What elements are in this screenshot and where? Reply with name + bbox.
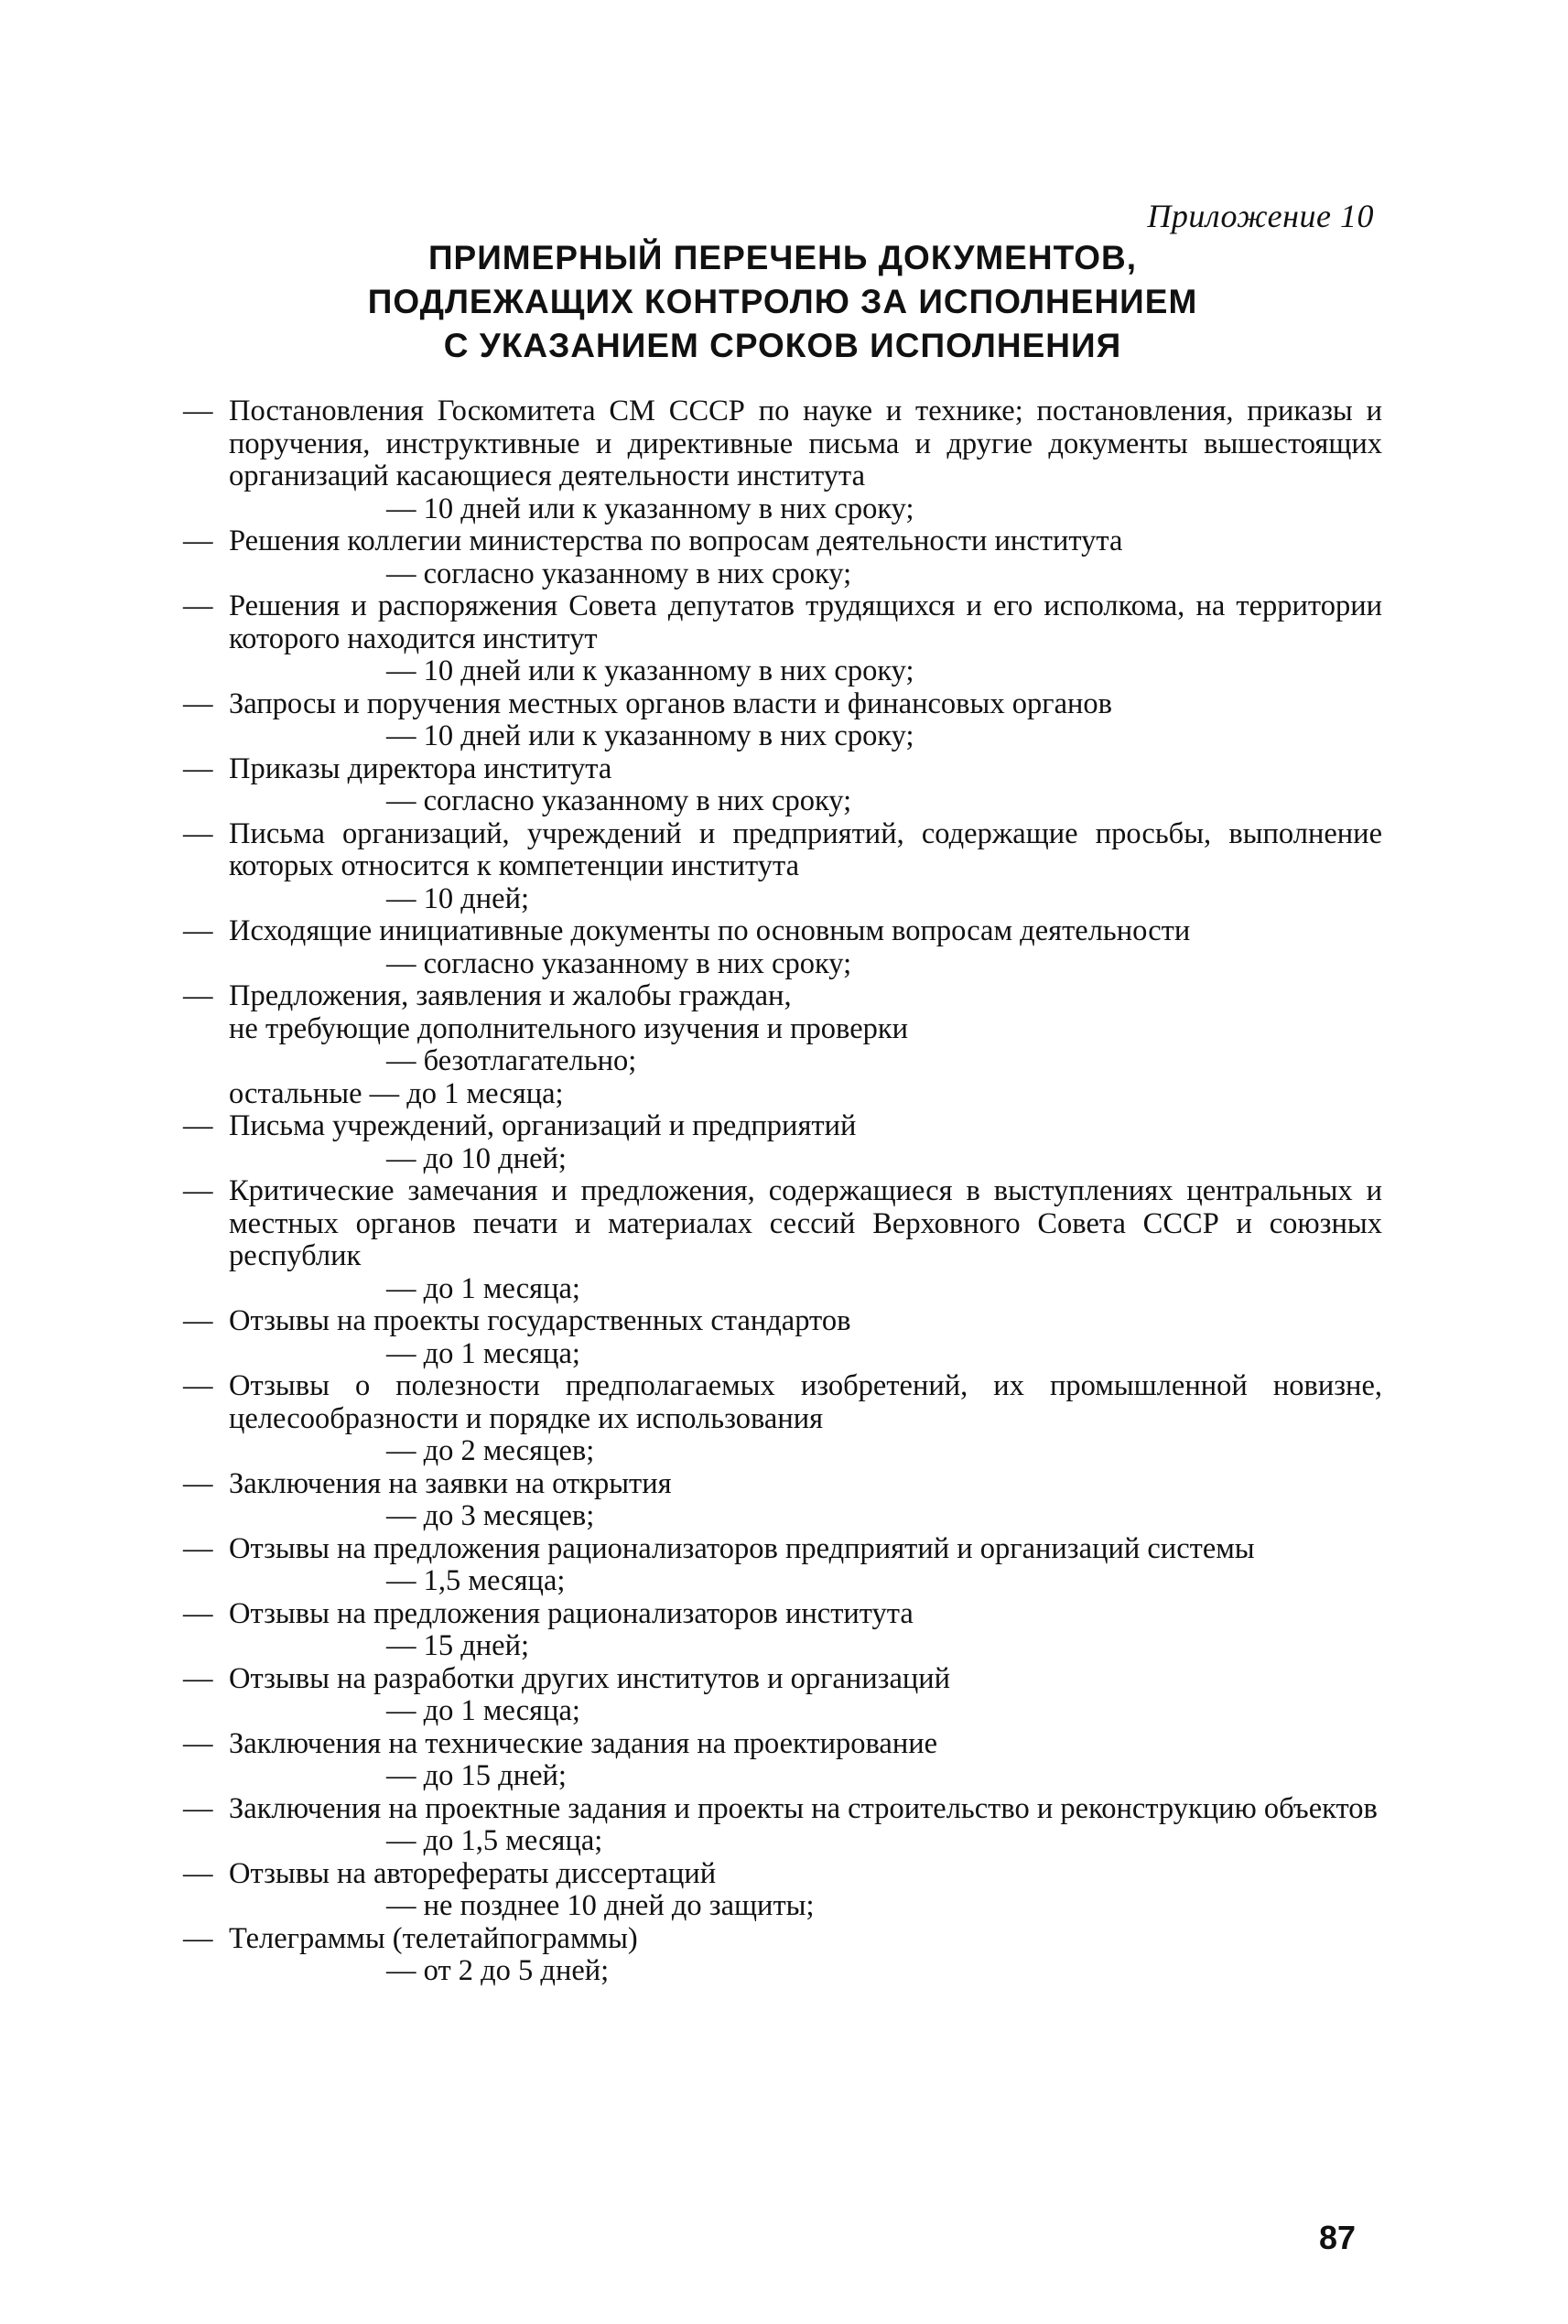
- dash-marker: —: [183, 1596, 213, 1630]
- item-text: Решения и распоряжения Совета депутатов трудящихся и его исполкома, на территории которого находится институт: [229, 589, 1382, 655]
- item-text: Приказы директора института: [229, 751, 612, 785]
- title-line: С УКАЗАНИЕМ СРОКОВ ИСПОЛНЕНИЯ: [443, 327, 1122, 364]
- list-item: [183, 1110, 1382, 1143]
- dash-marker: —: [183, 1109, 213, 1142]
- dash-marker: —: [183, 1921, 213, 1955]
- item-deadline: — до 1 месяца;: [386, 1336, 580, 1370]
- dash-marker: —: [183, 395, 213, 427]
- item-text: Отзывы на авторефераты диссертаций: [229, 1856, 717, 1890]
- list-item: [183, 1923, 1382, 1956]
- list-item: [183, 818, 1382, 883]
- list-item: [183, 590, 1382, 655]
- item-deadline: — не позднее 10 дней до защиты;: [386, 1889, 815, 1922]
- dash-marker: —: [183, 1369, 213, 1402]
- item-text: Решения коллегии министерства по вопросам деятельности института: [229, 524, 1123, 557]
- item-deadline: — 10 дней или к указанному в них сроку;: [386, 492, 914, 525]
- item-deadline: — согласно указанному в них сроку;: [386, 946, 852, 980]
- dash-marker: —: [183, 1856, 213, 1890]
- dash-marker: —: [183, 979, 213, 1012]
- dash-marker: —: [183, 524, 213, 557]
- item-text: Отзывы на проекты государственных стандартов: [229, 1304, 851, 1337]
- item-subtext: не требующие дополнительного изучения и проверки: [229, 1011, 909, 1045]
- item-text: Запросы и поручения местных органов власти и финансовых органов: [229, 686, 1112, 720]
- item-text: Отзывы на предложения рационализаторов института: [229, 1596, 914, 1630]
- list-item: [183, 1598, 1382, 1631]
- dash-marker: —: [183, 1174, 213, 1207]
- list-item: [183, 1858, 1382, 1891]
- item-deadline: — согласно указанному в них сроку;: [386, 557, 852, 590]
- list-item: [183, 1305, 1382, 1338]
- title-line: ПОДЛЕЖАЩИХ КОНТРОЛЮ ЗА ИСПОЛНЕНИЕМ: [367, 283, 1198, 320]
- page-number: 87: [1318, 2219, 1356, 2256]
- item-text: Заключения на заявки на открытия: [229, 1466, 672, 1500]
- list-item: [183, 753, 1382, 786]
- item-text: Отзывы на предложения рационализаторов предприятий и организаций системы: [229, 1531, 1255, 1565]
- item-deadline: — согласно указанному в них сроку;: [386, 784, 852, 817]
- item-text: Письма учреждений, организаций и предприятий: [229, 1109, 857, 1142]
- list-item: [183, 1663, 1382, 1696]
- list-item: [183, 980, 1382, 1013]
- title-line: ПРИМЕРНЫЙ ПЕРЕЧЕНЬ ДОКУМЕНТОВ,: [427, 239, 1138, 276]
- item-text: Отзывы о полезности предполагаемых изобретений, их промышленной новизне, целесообразности и порядке их использования: [229, 1369, 1382, 1435]
- item-deadline: — безотлагательно;: [386, 1044, 637, 1077]
- item-text: Постановления Госкомитета СМ СССР по науке и технике; постановления, приказы и поручения, инструктивные и директивные письма и другие документы вышестоящих организаций касающиеся деятельности института: [229, 395, 1382, 492]
- list-item: [183, 915, 1382, 948]
- item-subtext: остальные — до 1 месяца;: [229, 1076, 564, 1110]
- item-text: Заключения на проектные задания и проекты на строительство и реконструкцию объектов: [229, 1791, 1378, 1825]
- dash-marker: —: [183, 816, 213, 850]
- list-item: [183, 1370, 1382, 1435]
- item-text: Телеграммы (телетайпограммы): [229, 1921, 638, 1955]
- dash-marker: —: [183, 1726, 213, 1760]
- item-text: Отзывы на разработки других институтов и организаций: [229, 1661, 951, 1695]
- item-deadline: — до 15 дней;: [386, 1759, 567, 1792]
- item-deadline: — до 1 месяца;: [386, 1694, 580, 1727]
- list-item: [183, 1175, 1382, 1273]
- dash-marker: —: [183, 1791, 213, 1825]
- dash-marker: —: [183, 686, 213, 720]
- item-deadline: — от 2 до 5 дней;: [386, 1954, 610, 1987]
- list-item: [183, 525, 1382, 558]
- list-item: [183, 1728, 1382, 1761]
- item-deadline: — до 2 месяцев;: [386, 1434, 595, 1467]
- document-list: [183, 395, 1382, 1988]
- dash-marker: —: [183, 1531, 213, 1565]
- item-deadline: — до 1,5 месяца;: [386, 1824, 603, 1857]
- item-deadline: — до 10 дней;: [386, 1141, 567, 1175]
- item-deadline: — 10 дней или к указанному в них сроку;: [386, 654, 914, 687]
- appendix-label: Приложение 10: [1147, 198, 1374, 234]
- dash-marker: —: [183, 751, 213, 785]
- item-text: Критические замечания и предложения, содержащиеся в выступлениях центральных и местных органов печати и материалах сессий Верховного Совета СССР и союзных республик: [229, 1174, 1382, 1272]
- item-deadline: — 1,5 месяца;: [386, 1564, 566, 1597]
- item-text: Исходящие инициативные документы по основным вопросам деятельности: [229, 914, 1191, 947]
- item-text: Письма организаций, учреждений и предприятий, содержащие просьбы, выполнение которых относится к компетенции института: [229, 816, 1382, 882]
- item-deadline: — 15 дней;: [386, 1629, 530, 1662]
- item-deadline: — до 3 месяцев;: [386, 1499, 595, 1532]
- item-text: Заключения на технические задания на проектирование: [229, 1726, 938, 1760]
- list-item: [183, 395, 1382, 493]
- list-item: [183, 1793, 1382, 1826]
- document-title: [275, 236, 1291, 368]
- dash-marker: —: [183, 1466, 213, 1500]
- dash-marker: —: [183, 1304, 213, 1337]
- item-deadline: — 10 дней или к указанному в них сроку;: [386, 719, 914, 752]
- item-text: Предложения, заявления и жалобы граждан,: [229, 979, 792, 1012]
- dash-marker: —: [183, 589, 213, 622]
- dash-marker: —: [183, 914, 213, 947]
- dash-marker: —: [183, 1661, 213, 1695]
- list-item: [183, 1468, 1382, 1501]
- list-item: [183, 688, 1382, 721]
- item-deadline: — 10 дней;: [386, 881, 530, 915]
- item-deadline: — до 1 месяца;: [386, 1271, 580, 1305]
- list-item: [183, 1533, 1382, 1566]
